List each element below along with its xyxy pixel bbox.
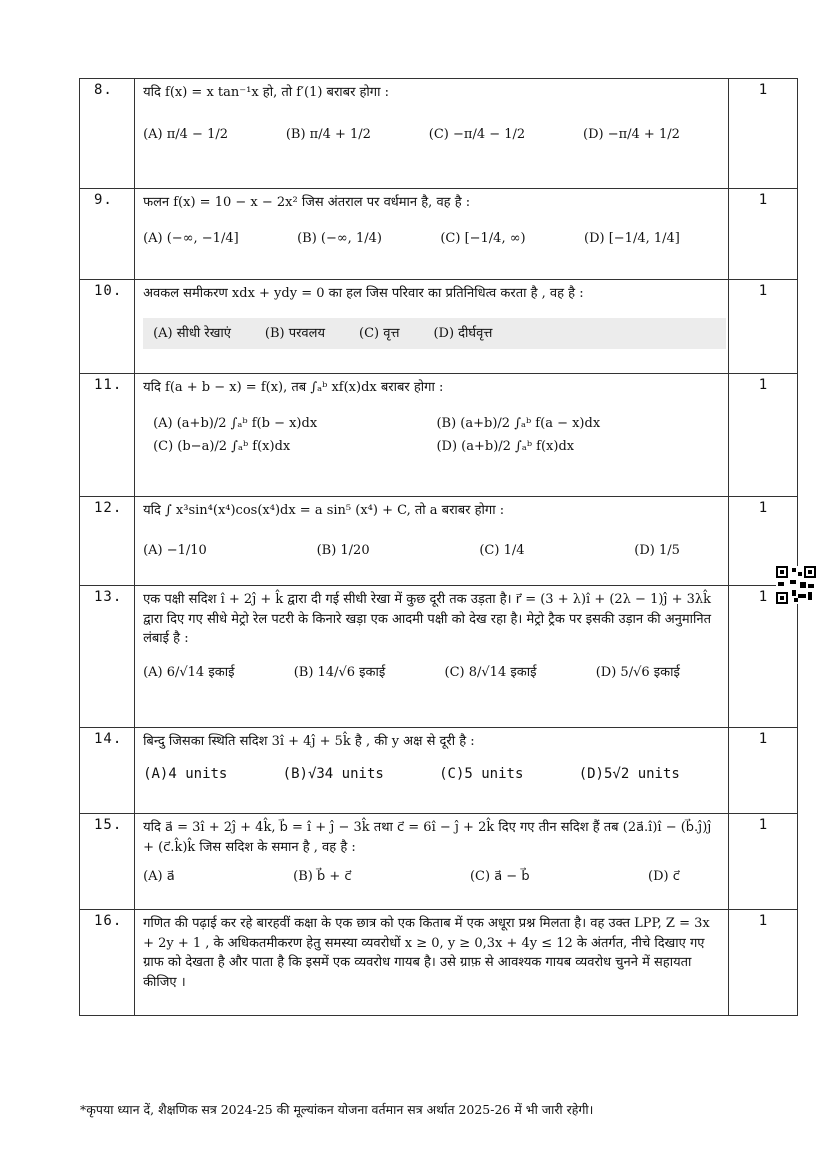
question-row (80, 728, 798, 814)
option-a: (A)4 units (143, 765, 228, 782)
footnote: *कृपया ध्यान दें, शैक्षणिक सत्र 2024-25 की मूल्यांकन योजना वर्तमान सत्र अर्थात 2025-26 में भी जारी रहेगी। (80, 1102, 594, 1117)
marks: 1 (758, 913, 768, 929)
marks: 1 (758, 377, 768, 393)
option-a: (A) (−∞, −1/4] (143, 230, 239, 246)
question-row (80, 280, 798, 374)
option-b: (B) (a+b)/2 ∫ₐᵇ f(a − x)dx (436, 415, 601, 431)
option-c: (C) −π/4 − 1/2 (428, 126, 526, 142)
option-d: (D) c⃗ (648, 869, 680, 884)
question-row (80, 586, 798, 728)
option-c: (C) 8/√14 इकाई (444, 664, 537, 680)
question-number: 13. (94, 589, 123, 605)
question-text: यदि ∫ x³sin⁴(x⁴)cos(x⁴)dx = a sin⁵ (x⁴) + C, तो a बराबर होगा : (143, 503, 505, 518)
marks: 1 (758, 589, 768, 605)
question-text: फलन f(x) = 10 − x − 2x² जिस अंतराल पर वर्धमान है, वह है : (143, 195, 471, 210)
option-a: (A) 6/√14 इकाई (143, 664, 235, 680)
question-text: यदि f(x) = x tan⁻¹x हो, तो f′(1) बराबर होगा : (143, 85, 389, 100)
question-number: 16. (94, 913, 123, 929)
marks: 1 (758, 283, 768, 299)
question-number: 10. (94, 283, 123, 299)
option-b: (B) परवलय (264, 325, 326, 341)
question-number: 12. (94, 500, 123, 516)
question-number: 14. (94, 731, 123, 747)
option-b: (B) (−∞, 1/4) (297, 230, 382, 246)
question-row (80, 910, 798, 1016)
option-a: (A) −1/10 (143, 542, 207, 558)
option-c: (C) (b−a)/2 ∫ₐᵇ f(x)dx (153, 439, 291, 454)
option-c: (C)5 units (439, 765, 524, 782)
option-c: (C) [−1/4, ∞) (440, 230, 526, 246)
marks: 1 (758, 82, 768, 98)
option-a: (A) सीधी रेखाएं (153, 325, 231, 341)
option-b: (B) 1/20 (316, 542, 370, 558)
question-text: अवकल समीकरण xdx + ydy = 0 का हल जिस परिवार का प्रतिनिधित्व करता है , वह है : (143, 286, 584, 301)
question-text: बिन्दु जिसका स्थिति सदिश 3î + 4ĵ + 5k̂ है , की y अक्ष से दूरी है : (143, 734, 475, 749)
option-b: (B) b⃗ + c⃗ (293, 869, 352, 884)
question-text: एक पक्षी सदिश î + 2ĵ + k̂ द्वारा दी गई सीधी रेखा में कुछ दूरी तक उड़ता है। r⃗ = (3 + λ)î + (2λ − 1)ĵ + 3λk̂ द्वारा दिए गए सीधे मेट्रो रेल पटरी के किनारे खड़ा एक आदमी पक्षी को देख रहा है। मेट्रो ट्रैक पर इसकी उड़ान की अनुमानित लंबाई है : (143, 592, 712, 646)
option-d: (D) (a+b)/2 ∫ₐᵇ f(x)dx (436, 439, 575, 454)
question-row (80, 374, 798, 497)
options-shaded-row (143, 318, 726, 350)
question-text: गणित की पढ़ाई कर रहे बारहवीं कक्षा के एक छात्र को एक किताब में एक अधूरा प्रश्न मिलता है। वह उक्त LPP, Z = 3x + 2y + 1 , के अधिकतमीकरण हेतु समस्या व्यवरोधों x ≥ 0, y ≥ 0,3x + 4y ≤ 12 के अंतर्गत, नीचे दिखाए गए ग्राफ को देखता है और पाता है कि इसमें एक व्यवरोध गायब है। उसे ग्राफ़ से आवश्यक गायब व्यवरोध चुनने में सहायता कीजिए । (143, 916, 710, 990)
question-row (80, 497, 798, 586)
option-c: (C) 1/4 (479, 542, 525, 558)
marks: 1 (758, 192, 768, 208)
question-row (80, 189, 798, 280)
qr-code-icon (776, 566, 816, 604)
marks: 1 (758, 817, 768, 833)
option-d: (D) −π/4 + 1/2 (583, 126, 680, 142)
question-row (80, 814, 798, 910)
question-number: 8. (94, 82, 113, 98)
option-b: (B)√34 units (282, 765, 384, 782)
marks: 1 (758, 500, 768, 516)
question-row (80, 79, 798, 189)
question-number: 9. (94, 192, 113, 208)
option-d: (D) 1/5 (634, 542, 680, 558)
question-number: 11. (94, 377, 123, 393)
option-d: (D) दीर्घवृत्त (433, 325, 493, 341)
option-d: (D) 5/√6 इकाई (595, 664, 680, 680)
option-b: (B) 14/√6 इकाई (293, 664, 386, 680)
option-a: (A) (a+b)/2 ∫ₐᵇ f(b − x)dx (153, 415, 318, 431)
questions-table (79, 78, 798, 1016)
option-d: (D)5√2 units (578, 765, 680, 782)
option-a: (A) a⃗ (143, 869, 175, 884)
option-b: (B) π/4 + 1/2 (285, 126, 371, 142)
option-d: (D) [−1/4, 1/4] (584, 230, 680, 246)
question-text: यदि a⃗ = 3î + 2ĵ + 4k̂, b⃗ = î + ĵ − 3k̂ तथा c⃗ = 6î − ĵ + 2k̂ दिए गए तीन सदिश हैं तब (2a⃗.î)î − (b⃗.ĵ)ĵ + (c⃗.k̂)k̂ जिस सदिश के समान है , वह है : (143, 820, 712, 855)
question-number: 15. (94, 817, 123, 833)
option-c: (C) वृत्त (359, 325, 400, 341)
option-a: (A) π/4 − 1/2 (143, 126, 229, 142)
question-text: यदि f(a + b − x) = f(x), तब ∫ₐᵇ xf(x)dx बराबर होगा : (143, 380, 444, 395)
option-c: (C) a⃗ − b⃗ (469, 869, 530, 884)
marks: 1 (758, 731, 768, 747)
